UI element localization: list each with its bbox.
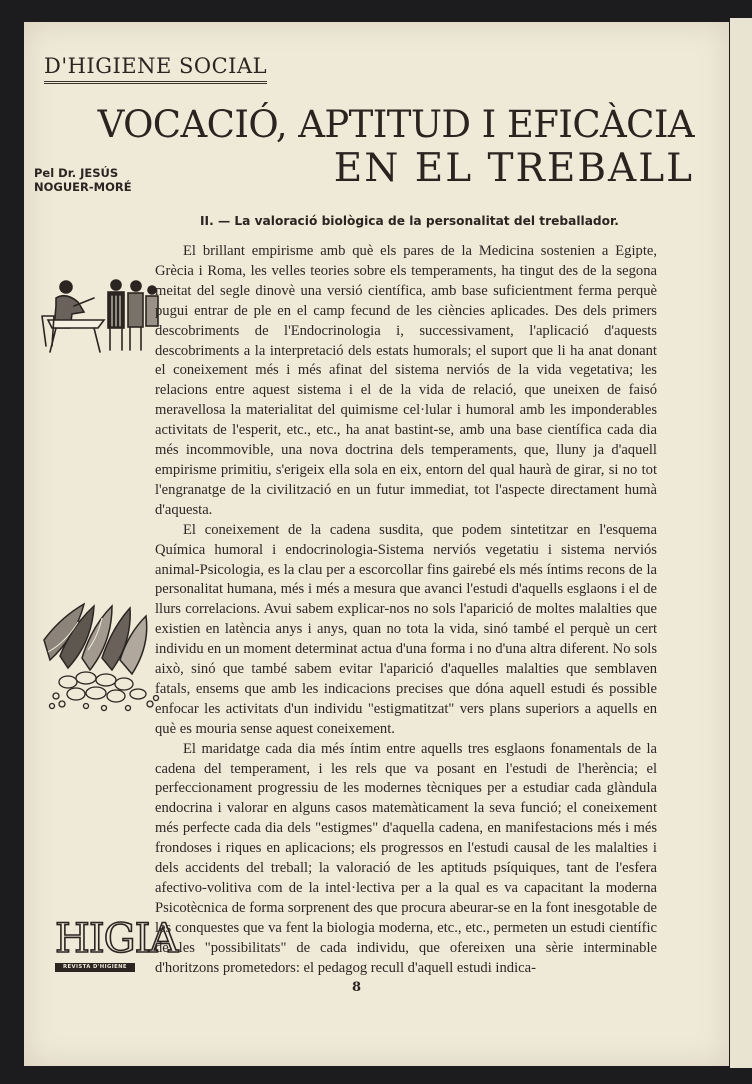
logo-wordmark: HIGIA xyxy=(55,916,178,962)
byline-line-1: Pel Dr. JESÚS xyxy=(34,166,119,180)
article-title-line-2: EN EL TREBALL xyxy=(333,146,694,191)
logo-tagline: REVISTA D'HIGIENE xyxy=(55,963,135,972)
article-subtitle: II. — La valoració biològica de la personalitat del treballador. xyxy=(200,214,619,228)
doctor-workers-illustration xyxy=(38,276,160,356)
author-byline xyxy=(34,166,132,194)
byline-line-2: NOGUER-MORÉ xyxy=(34,180,132,194)
paragraph-2: El coneixement de la cadena susdita, que podem sintetitzar en l'esquema Química humoral i endocrinologia-Sistema nerviós vegetatiu i sistema nerviós animal-Psicologia, es la clau per a escorcollar fins gairebé els més íntims recons de la personalitat humana, més i més a mesura que avanci l'estudi d'aquells esglaons i el de llurs correlacions. Avui sabem explicar-nos no sols l'aparició de moltes malalties que existien en latència anys i anys, quan no tota la vida, sinó també el perquè un cert individu en un moment determinat actua d'una forma i no d'una altra diferent. No sols això, sinó que també sabem evitar l'aparició d'aquelles malalties que semblaven fatals, ensems que amb les indicacions precises que dóna aquell estudi és possible enfocar les activitats d'un individu "estigmatitzat" vers plans superiors a aquells en què es mouria sense aquest coneixement. xyxy=(155,521,657,737)
paragraph-3: El maridatge cada dia més íntim entre aquells tres esglaons fonamentals de la cadena del temperament, i les rels que va posant en l'estudi de l'herència; el perfeccionament progressiu de les modernes tècniques per a estudiar cada glàndula endocrina i valorar en alguns casos matemàticament la seva funció; el coneixement més perfecte cada dia dels "estigmes" d'aquella cadena, en manifestacions més i més frondoses i riques en aplicacions; els progressos en l'estudi causal de les malalties i dels accidents del treball; la valoració de les aptituds psíquiques, tant de l'esfera afectivo-volitiva com de la intel·lectiva per a la qual es va capacitant la moderna Psicotècnica de forma sorprenent des que procura abeurar-se en la font inesgotable de les conquestes que va fent la biologia moderna, etc., etc., permeten un estudi científic de les "possibilitats" de cada individu, que ofereixen una sèrie interminable d'horitzons prometedors: el pedagog recull d'aquell estudi indica- xyxy=(155,740,657,976)
facing-page-edge xyxy=(730,18,752,1068)
page-number: 8 xyxy=(352,980,362,995)
higia-logo xyxy=(55,916,178,974)
beans-illustration xyxy=(38,600,164,718)
article-body xyxy=(155,242,657,979)
paragraph-1: El brillant empirisme amb què els pares de la Medicina sostenien a Egipte, Grècia i Roma, les velles teories sobre els temperaments, ha tingut des de la segona meitat del segle dinovè una versió científica, amb base suficientment ferma perquè pugui entrar de ple en el camp fecund de les ciències aplicades. Des dels primers descobriments de l'Endocrinologia i, successivament, l'aplicació d'aquests descobriments a la interpretació dels estats humorals; el suport que li ha anat donant el coneixement més i més afinat del sistema nerviós de la vida vegetativa; les relacions entre aquest sistema i el de la vida de relació, que uneixen de faisó meravellosa la materialitat del quimisme cel·lular i humoral amb les imponderables activitats de l'esperit, etc., etc., ha anat bastint-se, amb una base científica cada dia més incommovible, una nova doctrina dels temperaments, que, lluny ja d'aquell empirisme primitiu, s'erigeix ella sola en eix, entorn del qual haurà de girar, si no tot l'engranatge de la civilització en un futur immediat, tot l'aspecte directament humà d'aquesta. xyxy=(155,243,657,518)
article-title-line-1: VOCACIÓ, APTITUD I EFICÀCIA xyxy=(97,103,694,146)
section-label: D'HIGIENE SOCIAL xyxy=(44,54,267,84)
